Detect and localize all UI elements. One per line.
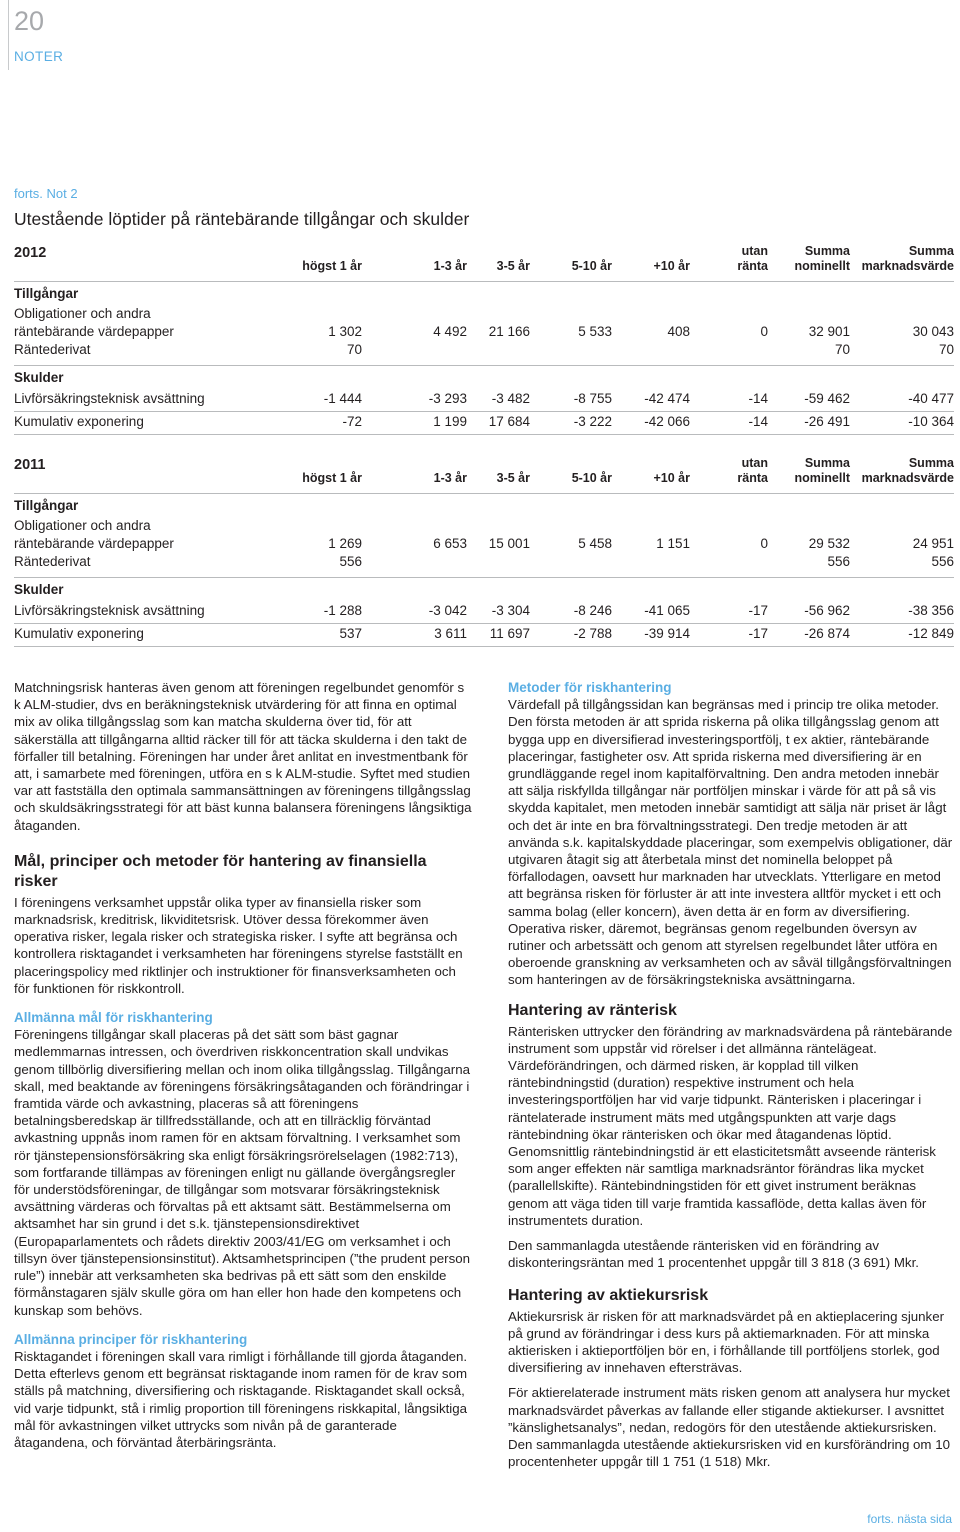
provision-row bbox=[14, 603, 954, 621]
column-header-line2: 1-3 år bbox=[433, 471, 467, 485]
exposure-row bbox=[14, 626, 954, 644]
table-cell: -26 874 bbox=[804, 626, 850, 641]
bonds-row bbox=[14, 324, 954, 342]
table-cell: -10 364 bbox=[908, 414, 954, 429]
table-cell: 21 166 bbox=[488, 324, 530, 339]
note-title: Utestående löptider på räntebärande tillgångar och skulder bbox=[14, 209, 470, 229]
column-header-line1: utan bbox=[741, 244, 768, 258]
table-cell: 1 199 bbox=[433, 414, 467, 429]
table-cell: 6 653 bbox=[433, 536, 467, 551]
table-cell: 70 bbox=[938, 342, 954, 357]
note-continuation: forts. Not 2 bbox=[14, 186, 78, 201]
column-header bbox=[844, 244, 954, 274]
table-cell: 32 901 bbox=[808, 324, 850, 339]
bonds-label-cont: räntebärande värdepapper bbox=[14, 324, 174, 339]
column-header bbox=[740, 244, 850, 274]
column-header-line1: utan bbox=[741, 456, 768, 470]
column-header-line2: nominellt bbox=[794, 471, 850, 485]
bonds-label: Obligationer och andra bbox=[14, 306, 151, 321]
provision-row bbox=[14, 391, 954, 409]
equity-risk-heading: Hantering av aktiekursrisk bbox=[508, 1286, 709, 1304]
column-header-line1 bbox=[252, 456, 362, 471]
equity-risk-paragraph: Aktiekursrisk är risken för att marknadsvärdet på en aktieplacering sjunker på grund av förändringar i dess kurs på aktiemarknaden. För att minska aktierisken i aktieportföljen bör en, i förhållande till portföljens storlek, god diversifiering av innehaven eftersträvas. bbox=[508, 1308, 945, 1376]
column-header-line1: Summa bbox=[908, 244, 954, 258]
derivatives-row bbox=[14, 342, 954, 360]
table-cell: 5 458 bbox=[578, 536, 612, 551]
table-cell: -42 474 bbox=[644, 391, 690, 406]
table-cell: 15 001 bbox=[488, 536, 530, 551]
page-number: 20 bbox=[14, 6, 45, 36]
risk-types-paragraph: I föreningens verksamhet uppstår olika typer av finansiella risker som marknadsrisk, kreditrisk, likviditetsrisk. Utöver dessa förekommer även operativa risker, legala risker och strategiska risker. I syfte att begränsa och kontrollera risktagandet i verksamheten har föreningens styrelse fastställt en placeringspolicy med riktlinjer och instruktioner för finansverksamheten och för funktionen för riskkontroll. bbox=[14, 894, 463, 996]
table-cell: 556 bbox=[827, 554, 850, 569]
column-header-line2: 1-3 år bbox=[433, 259, 467, 273]
row-divider bbox=[14, 365, 954, 366]
section-label: NOTER bbox=[14, 49, 64, 64]
provision-label: Livförsäkringsteknisk avsättning bbox=[14, 391, 205, 406]
table-cell: 70 bbox=[834, 342, 850, 357]
table-cell: -38 356 bbox=[908, 603, 954, 618]
column-header-line2: 5-10 år bbox=[571, 259, 612, 273]
table-cell: 0 bbox=[760, 536, 768, 551]
table-year: 2012 bbox=[14, 245, 47, 261]
derivatives-label: Räntederivat bbox=[14, 342, 91, 357]
table-cell: -39 914 bbox=[644, 626, 690, 641]
row-divider bbox=[14, 493, 954, 494]
assets-heading: Tillgångar bbox=[14, 498, 79, 513]
table-cell: -14 bbox=[748, 391, 768, 406]
assets-heading: Tillgångar bbox=[14, 286, 79, 301]
column-header-line2: 5-10 år bbox=[571, 471, 612, 485]
column-header-line1: Summa bbox=[804, 456, 850, 470]
general-goals-paragraph: Föreningens tillgångar skall placeras på det sätt som bäst gagnar medlemmarnas intressen, och överdriven riskkoncentration skall undvikas genom tillbörlig diversifiering mellan och inom olika tillgångsslag. Tillgångarna skall, med beaktande av föreningens försäkringsåtaganden och förändringar i framtida värde och avkastning, placeras så att föreningens betalningsberedskap är tillfredsställande, och att en tillräcklig förväntad avkastning uppnås inom ramen för en aktsam förvaltning. I verksamhet som rör tjänstepensionsförsäkring ska enligt försäkringsrörelselagen (1982:713), som fortfarande tillämpas av föreningen enligt nu gällande övergångsregler för understödsföreningar, de tillgångar som motsvarar försäkringsteknisk avsättning värderas och förvaltas på ett aktsamt sätt. Bestämmelserna om aktsamhet har sin grund i det s.k. tjänstepensionsdirektivet (Europaparlamentets och rådets direktiv 2003/41/EG om verksamhet i och tillsyn över tjänstepensionsinstitut). Aktsamhetsprincipen (”the prudent person rule”) innebär att verksamheten ska bedrivas på ett sätt som den enskilde förmånstagaren själv skulle göra om han eller hon hade den kompetens och kunskap som behövs. bbox=[14, 1027, 471, 1318]
table-cell: 24 951 bbox=[912, 536, 954, 551]
liabilities-heading: Skulder bbox=[14, 582, 64, 597]
column-header-line1: Summa bbox=[908, 456, 954, 470]
table-cell: -12 849 bbox=[908, 626, 954, 641]
column-header-line1 bbox=[252, 244, 362, 259]
table-cell: -3 042 bbox=[428, 603, 467, 618]
row-divider bbox=[14, 646, 954, 647]
continued-next-page: forts. nästa sida bbox=[867, 1512, 952, 1526]
liabilities-heading: Skulder bbox=[14, 370, 64, 385]
table-cell: 556 bbox=[931, 554, 954, 569]
table-cell: 70 bbox=[346, 342, 362, 357]
general-principles-subheading: Allmänna principer för riskhantering bbox=[14, 1331, 248, 1347]
table-cell: 5 533 bbox=[578, 324, 612, 339]
column-header-line2: högst 1 år bbox=[302, 471, 362, 485]
derivatives-label: Räntederivat bbox=[14, 554, 91, 569]
risk-management-heading: Mål, principer och metoder för hantering av finansiella risker bbox=[14, 852, 427, 890]
row-divider bbox=[14, 411, 954, 412]
column-header-line2: +10 år bbox=[653, 259, 690, 273]
column-header-line2: +10 år bbox=[653, 471, 690, 485]
table-cell: -3 222 bbox=[573, 414, 612, 429]
column-header-line2: nominellt bbox=[794, 259, 850, 273]
interest-risk-paragraph: Ränterisken uttrycker den förändring av marknadsvärdena på räntebärande instrument som uppstår vid rörelser i det allmänna räntelägeat. Värdeförändringen, och därmed risken, är kopplad till vilken räntebindningstid (duration) respektive instrument och hela investeringsportföljen har vid varje tidpunkt. Ränterisken i placeringar i räntelaterade instrument mäts med utgångspunkten att varje dags räntebindning ökar ränterisken och ökar med åtagandenas löptid. Genomsnittlig räntebindningstid är ett elasticitetsmått avseende ränterisk som anger effekten när samtliga marknadsräntor förändras lika mycket (parallellskifte). Räntebindningstiden för ett givet instrument beräknas genom att väga tiden till varje framtida kassaflöde, detta kallas även för instrumentets duration. bbox=[508, 1023, 953, 1228]
row-divider bbox=[14, 281, 954, 282]
methods-paragraph: Värdefall på tillgångssidan kan begränsas med i princip tre olika metoder. Den första metoden är att sprida riskerna på olika tillgångsslag genom att bygga upp en diversifierad investeringsportfölj, t ex aktier, räntebärande placeringar, fastigheter osv. Att sprida riskerna med diversifiering är en grundläggande regel inom kapitalförvaltning. Den andra metoden innebär att sälja riskfyllda tillgångar när portföljen minskar i värde för att på så vis skydda kapitalet, men metoden innebär samtidigt att sälja när priset är lågt och det är inte en bra förvaltningsstrategi. Den tredje metoden är att använda s.k. kapitalskyddade placeringar, som exempelvis obligationer, där utgivaren åtagit sig att återbetala minst det nominella beloppet på förfallodagen, oavsett hur marknaden har utvecklats. Ytterligare en metod att begränsa risken för förluster är att inte investera alltför mycket i ett och samma bolag (eller koncern), även detta är en form av diversifiering. Operativa risker, däremot, begränsas genom regelbunden översyn av rutiner och arbetssätt och genom att styrelsen regelbundet låter utföra en oberoende granskning av verksamheten och av såväl tillgångsförvaltningen som hanteringen av de försäkringstekniska avsättningarna. bbox=[508, 697, 953, 988]
table-cell: 3 611 bbox=[434, 626, 467, 641]
table-cell: -42 066 bbox=[644, 414, 690, 429]
table-cell: 408 bbox=[667, 324, 690, 339]
column-header-line2: marknadsvärde bbox=[861, 259, 954, 273]
interest-risk-heading: Hantering av ränterisk bbox=[508, 1001, 677, 1019]
alm-paragraph: Matchningsrisk hanteras även genom att föreningen regelbundet genomför s k ALM-studier, dvs en beräkningsteknisk utvärdering för att finna en optimal mix av olika tillgångsslag som kan matcha skulderna över tid, för att säkerställa att tillgångarna alltid räcker till för att täcka skulderna i den takt de förfaller till betalning. Föreningen har under året anlitat en investmentbank för att, i samarbete med föreningen, utföra en s k ALM-studie. Syftet med studien var att fastställa den optimala sammansättningen av föreningens tillgångsslag och skuldsäkringsstrategi för att bäst kunna balansera föreningens långsiktiga åtaganden. bbox=[14, 680, 472, 833]
general-goals-subheading: Allmänna mål för riskhantering bbox=[14, 1010, 213, 1026]
right-text-column bbox=[508, 679, 956, 1470]
table-cell: -8 246 bbox=[573, 603, 612, 618]
column-header-line2: ränta bbox=[737, 259, 768, 273]
column-header-line2: ränta bbox=[737, 471, 768, 485]
table-cell: -40 477 bbox=[908, 391, 954, 406]
provision-label: Livförsäkringsteknisk avsättning bbox=[14, 603, 205, 618]
table-cell: 1 151 bbox=[656, 536, 690, 551]
exposure-label: Kumulativ exponering bbox=[14, 414, 144, 429]
table-cell: -1 288 bbox=[323, 603, 362, 618]
row-divider bbox=[14, 577, 954, 578]
table-cell: -8 755 bbox=[573, 391, 612, 406]
column-header-line2: högst 1 år bbox=[302, 259, 362, 273]
header-divider bbox=[8, 0, 9, 70]
table-cell: 556 bbox=[339, 554, 362, 569]
table-cell: 30 043 bbox=[912, 324, 954, 339]
bonds-row bbox=[14, 536, 954, 554]
table-cell: 1 269 bbox=[328, 536, 362, 551]
table-cell: -26 491 bbox=[804, 414, 850, 429]
derivatives-row bbox=[14, 554, 954, 572]
table-cell: -17 bbox=[748, 603, 768, 618]
table-year: 2011 bbox=[14, 457, 46, 473]
table-cell: -41 065 bbox=[644, 603, 690, 618]
interest-risk-summary: Den sammanlagda utestående ränterisken vid en förändring av diskonteringsräntan med 1 procentenhet uppgår till 3 818 (3 691) Mkr. bbox=[508, 1238, 919, 1271]
left-text-column bbox=[14, 679, 474, 1451]
row-divider bbox=[14, 434, 954, 435]
table-cell: 17 684 bbox=[488, 414, 530, 429]
table-cell: 0 bbox=[760, 324, 768, 339]
table-cell: -14 bbox=[748, 414, 768, 429]
table-cell: -56 962 bbox=[804, 603, 850, 618]
table-cell: -17 bbox=[748, 626, 768, 641]
table-cell: 537 bbox=[339, 626, 362, 641]
table-cell: 1 302 bbox=[328, 324, 362, 339]
table-cell: -3 482 bbox=[491, 391, 530, 406]
column-header-line2: 3-5 år bbox=[496, 259, 530, 273]
column-header bbox=[252, 244, 362, 274]
table-cell: 11 697 bbox=[489, 626, 530, 641]
general-principles-paragraph: Risktagandet i föreningen skall vara rimligt i förhållande till gjorda åtaganden. Detta efterlevs genom ett begränsat risktagande inom ramen för de krav som ställs på matchning, diversifiering och risktagande. Risktagandet skall också, vid varje tidpunkt, stå i rimlig proportion till föreningens riskkapital, långsiktiga mål för avkastningen vilket uttrycks som nivån på de garanterade åtagandena, och förväntad återbäringsränta. bbox=[14, 1348, 468, 1450]
column-header bbox=[844, 456, 954, 486]
equity-risk-summary: För aktierelaterade instrument mäts risken genom att analysera hur mycket marknadsvärdet påverkas av fallande eller stigande aktiekurser. I avsnittet ”känslighetsanalys”, nedan, redogörs för den utestående aktiekursrisken. Den sammanlagda utestående aktiekursrisken vid en kursförändring om 10 procentenheter uppgår till 1 751 (1 518) Mkr. bbox=[508, 1385, 950, 1470]
column-header-line2: marknadsvärde bbox=[861, 471, 954, 485]
column-header-line2: 3-5 år bbox=[496, 471, 530, 485]
exposure-row bbox=[14, 414, 954, 432]
bonds-label-cont: räntebärande värdepapper bbox=[14, 536, 174, 551]
bonds-label: Obligationer och andra bbox=[14, 518, 151, 533]
table-cell: -59 462 bbox=[804, 391, 850, 406]
exposure-label: Kumulativ exponering bbox=[14, 626, 144, 641]
table-cell: -72 bbox=[342, 414, 362, 429]
table-cell: -3 293 bbox=[428, 391, 467, 406]
table-cell: -1 444 bbox=[323, 391, 362, 406]
table-cell: -3 304 bbox=[491, 603, 530, 618]
table-cell: 29 532 bbox=[808, 536, 850, 551]
column-header-line1: Summa bbox=[804, 244, 850, 258]
methods-subheading: Metoder för riskhantering bbox=[508, 680, 672, 695]
table-cell: 4 492 bbox=[433, 324, 467, 339]
column-header bbox=[740, 456, 850, 486]
table-cell: -2 788 bbox=[573, 626, 612, 641]
column-header bbox=[252, 456, 362, 486]
row-divider bbox=[14, 623, 954, 624]
